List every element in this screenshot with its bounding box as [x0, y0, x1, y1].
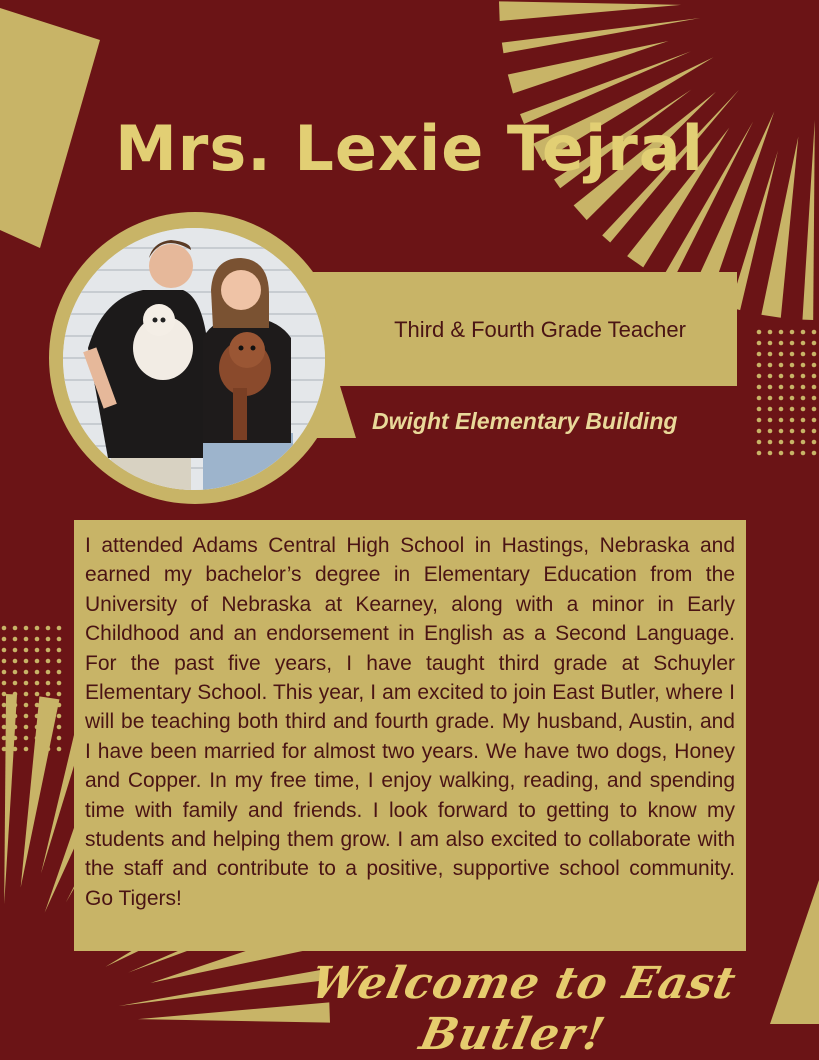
decor-dot — [801, 418, 806, 423]
decor-dot — [57, 703, 62, 708]
decor-dot — [768, 330, 773, 335]
decor-dot — [790, 407, 795, 412]
decor-dot — [2, 703, 7, 708]
decor-dot — [57, 714, 62, 719]
decor-dot — [757, 396, 762, 401]
decor-dot — [46, 626, 51, 631]
decor-dot — [801, 407, 806, 412]
decor-dot — [757, 385, 762, 390]
decor-dot — [801, 363, 806, 368]
decor-dot — [24, 736, 29, 741]
decor-dot — [57, 736, 62, 741]
decor-dot — [13, 681, 18, 686]
decor-dot — [757, 341, 762, 346]
decor-dot — [768, 429, 773, 434]
decor-dot — [790, 330, 795, 335]
decor-dot — [812, 330, 817, 335]
decor-dot — [812, 440, 817, 445]
decor-dot — [13, 747, 18, 752]
decor-dot — [35, 637, 40, 642]
decor-dot — [801, 451, 806, 456]
decor-dot — [779, 341, 784, 346]
decor-dot — [801, 385, 806, 390]
page-title: Mrs. Lexie Tejral — [115, 112, 704, 185]
decor-dot — [790, 418, 795, 423]
decor-dot — [790, 440, 795, 445]
decor-dot — [779, 451, 784, 456]
decor-dot — [35, 659, 40, 664]
dot-grid-left — [0, 624, 66, 754]
decor-dot — [24, 725, 29, 730]
decor-dot — [2, 725, 7, 730]
decor-dot — [812, 451, 817, 456]
decor-dot — [24, 747, 29, 752]
decor-dot — [13, 703, 18, 708]
decor-dot — [790, 385, 795, 390]
burst-ray — [502, 18, 701, 53]
decor-dot — [801, 330, 806, 335]
decor-dot — [57, 692, 62, 697]
decor-dot — [812, 341, 817, 346]
decor-dot — [57, 626, 62, 631]
decor-dot — [801, 374, 806, 379]
burst-ray — [508, 41, 669, 94]
decor-dot — [812, 407, 817, 412]
decor-dot — [790, 396, 795, 401]
decor-dot — [24, 626, 29, 631]
decor-dot — [757, 352, 762, 357]
decor-dot — [801, 396, 806, 401]
decor-dot — [790, 451, 795, 456]
decor-dot — [46, 747, 51, 752]
decor-dot — [768, 440, 773, 445]
decor-dot — [46, 659, 51, 664]
decor-dot — [35, 692, 40, 697]
decor-dot — [57, 725, 62, 730]
decor-dot — [2, 659, 7, 664]
decor-dot — [13, 659, 18, 664]
decor-dot — [13, 736, 18, 741]
decor-dot — [2, 648, 7, 653]
decor-dot — [801, 341, 806, 346]
decor-dot — [768, 418, 773, 423]
decor-dot — [2, 692, 7, 697]
decor-dot — [2, 747, 7, 752]
decor-dot — [57, 747, 62, 752]
decor-dot — [779, 418, 784, 423]
decor-dot — [46, 703, 51, 708]
decor-dot — [2, 736, 7, 741]
decor-dot — [35, 648, 40, 653]
decor-dot — [757, 330, 762, 335]
decor-dot — [779, 363, 784, 368]
dot-grid-right — [755, 328, 819, 458]
decor-dot — [24, 659, 29, 664]
decor-dot — [57, 681, 62, 686]
decor-dot — [812, 352, 817, 357]
decor-dot — [812, 374, 817, 379]
decor-dot — [35, 714, 40, 719]
decor-dot — [24, 648, 29, 653]
decor-dot — [35, 725, 40, 730]
burst-ray — [119, 969, 327, 1006]
decor-dot — [779, 396, 784, 401]
decor-dot — [790, 352, 795, 357]
decor-dot — [779, 440, 784, 445]
decor-dot — [46, 648, 51, 653]
decor-dot — [35, 670, 40, 675]
decor-dot — [13, 692, 18, 697]
decor-dot — [768, 385, 773, 390]
decor-dot — [46, 670, 51, 675]
teacher-photo — [63, 228, 325, 490]
decor-dot — [13, 714, 18, 719]
decor-dot — [757, 451, 762, 456]
decor-dot — [812, 429, 817, 434]
decor-dot — [35, 736, 40, 741]
decor-dot — [757, 440, 762, 445]
decor-dot — [46, 681, 51, 686]
decor-dot — [24, 681, 29, 686]
decor-dot — [779, 374, 784, 379]
decor-dot — [779, 407, 784, 412]
decor-dot — [46, 725, 51, 730]
decor-dot — [24, 714, 29, 719]
decor-dot — [13, 626, 18, 631]
decor-dot — [779, 330, 784, 335]
decor-dot — [768, 363, 773, 368]
decor-dot — [768, 352, 773, 357]
decor-dot — [768, 451, 773, 456]
decor-dot — [790, 429, 795, 434]
decor-dot — [13, 670, 18, 675]
decor-dot — [24, 670, 29, 675]
decor-dot — [2, 681, 7, 686]
decor-dot — [35, 626, 40, 631]
decor-dot — [768, 341, 773, 346]
decor-dot — [13, 637, 18, 642]
decor-dot — [812, 418, 817, 423]
decor-dot — [768, 396, 773, 401]
decor-dot — [13, 648, 18, 653]
decor-dot — [790, 374, 795, 379]
decor-dot — [757, 407, 762, 412]
decor-dot — [801, 429, 806, 434]
decor-dot — [801, 352, 806, 357]
decor-dot — [46, 714, 51, 719]
decor-dot — [779, 385, 784, 390]
teacher-role: Third & Fourth Grade Teacher — [394, 317, 686, 342]
bio-text: I attended Adams Central High School in Hastings, Nebraska and earned my bachelor’s degree in Elementary Education from the University of Nebraska at Kearney, along with a minor in Early Childhood and an endorsement in English as a Second Language. For the past five years, I have taught third grade at Schuyler Elementary School. This year, I am excited to join East Butler, where I will be teaching both third and fourth grade. My husband, Austin, and I have been married for almost two years. We have two dogs, Honey and Copper. In my free time, I enjoy walking, reading, and spending time with family and friends. I look forward to getting to know my students and helping them grow. I am also excited to collaborate with the staff and contribute to a positive, supportive school community. Go Tigers! — [85, 534, 735, 910]
decor-dot — [790, 341, 795, 346]
decor-dot — [57, 670, 62, 675]
decor-dot — [2, 670, 7, 675]
decor-dot — [13, 725, 18, 730]
decor-dot — [812, 363, 817, 368]
decor-dot — [35, 747, 40, 752]
decor-dot — [779, 352, 784, 357]
burst-ray — [499, 1, 681, 21]
decor-dot — [24, 637, 29, 642]
decor-dot — [779, 429, 784, 434]
decor-dot — [2, 626, 7, 631]
decor-dot — [790, 363, 795, 368]
decor-dot — [757, 374, 762, 379]
decor-dot — [46, 736, 51, 741]
decor-dot — [757, 363, 762, 368]
decor-dot — [57, 637, 62, 642]
decor-dot — [57, 659, 62, 664]
decor-dot — [812, 396, 817, 401]
decor-dot — [46, 692, 51, 697]
decor-dot — [768, 407, 773, 412]
decor-dot — [801, 440, 806, 445]
decor-dot — [812, 385, 817, 390]
decor-dot — [2, 714, 7, 719]
decor-dot — [24, 703, 29, 708]
decor-dot — [757, 429, 762, 434]
corner-shape-bottom-right — [770, 880, 819, 1024]
decor-dot — [57, 648, 62, 653]
building-name: Dwight Elementary Building — [372, 408, 678, 434]
decor-dot — [768, 374, 773, 379]
decor-dot — [35, 681, 40, 686]
decor-dot — [24, 692, 29, 697]
welcome-message: Welcome to East Butler! — [306, 958, 741, 1060]
decor-dot — [35, 703, 40, 708]
decor-dot — [46, 637, 51, 642]
decor-dot — [2, 637, 7, 642]
decor-dot — [757, 418, 762, 423]
